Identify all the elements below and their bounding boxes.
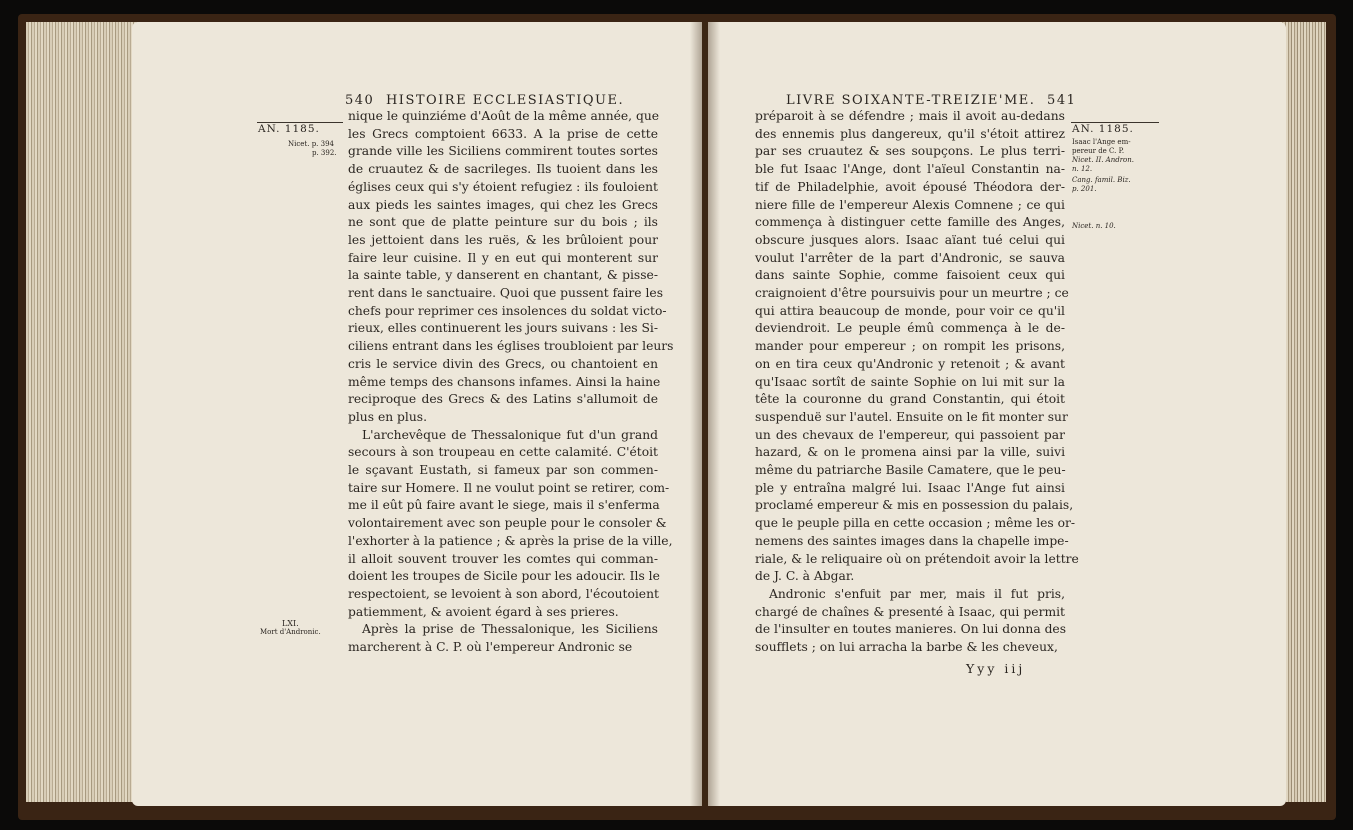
text-line: tif de Philadelphie, avoit épousé Théodora der- — [755, 179, 1065, 194]
right-margin-note-1: Isaac l'Ange em- — [1072, 138, 1131, 146]
text-line: même du patriarche Basile Camatere, que le peu- — [755, 463, 1066, 478]
text-line: préparoit à se défendre ; mais il avoit au-dedans — [755, 109, 1065, 123]
text-line: commença à distinguer cette famille des Anges, — [755, 215, 1065, 230]
text-line: ciliens entrant dans les églises troubloient par leurs — [348, 339, 674, 354]
text-line: aux pieds les saintes images, qui chez les Grecs — [348, 197, 658, 212]
text-line: le sçavant Eustath, si fameux par son commen- — [348, 463, 658, 478]
text-line: de l'insulter en toutes manieres. On lui donna des — [755, 622, 1067, 637]
text-line: secours à son troupeau en cette calamité. C'étoit — [348, 445, 658, 460]
text-line: Andronic s'enfuit par mer, mais il fut pris, — [769, 586, 1065, 601]
left-page-number: 540 — [345, 93, 375, 108]
right-margin-notes — [1072, 125, 1134, 231]
left-margin-year: AN. 1185. — [258, 123, 320, 135]
text-line: plus en plus. — [348, 409, 427, 424]
text-line: taire sur Homere. Il ne voulut point se retirer, com- — [348, 480, 670, 495]
text-line: rent dans le sanctuaire. Quoi que pussent faire les — [348, 286, 664, 301]
right-margin-note-6: p. 201. — [1072, 185, 1097, 193]
right-page-number: 541 — [1047, 93, 1077, 108]
text-line: volontairement avec son peuple pour le consoler & — [348, 516, 667, 531]
text-line: ne sont que de platte peinture sur du bois ; ils — [348, 215, 658, 230]
right-margin-note-2: pereur de C. P. — [1072, 147, 1125, 155]
text-line: la sainte table, y danserent en chantant, & pisse- — [348, 268, 658, 283]
right-margin-note-3: Nicet. II. Andron. — [1072, 156, 1135, 164]
left-page-edges — [26, 22, 138, 802]
left-margin-ref-2: p. 392. — [312, 149, 337, 157]
text-line: de J. C. à Abgar. — [755, 569, 855, 584]
text-line: ble fut Isaac l'Ange, dont l'aïeul Constantin na- — [755, 162, 1065, 177]
left-margin-notes — [258, 125, 337, 158]
text-line: doient les troupes de Sicile pour les adoucir. Ils le — [348, 569, 660, 584]
text-line: mander pour empereur ; on rompit les prisons, — [755, 339, 1065, 354]
text-line: faire leur cuisine. Il y en eut qui monterent sur — [348, 250, 658, 265]
text-line: respectoient, se levoient à son abord, l'écoutoient — [348, 586, 659, 601]
left-body-text — [348, 108, 674, 657]
text-line: qui attira beaucoup de monde, pour voir ce qu'il — [755, 303, 1065, 318]
text-line: les jettoient dans les ruës, & les brûloient pour — [348, 232, 658, 247]
text-line: proclamé empereur & mis en possession du palais, — [755, 498, 1074, 513]
text-line: on en tira ceux qu'Andronic y retenoit ; & avant — [755, 356, 1065, 371]
text-line: par ses cruautez & ses soupçons. Le plus terri- — [755, 144, 1065, 159]
text-line: rieux, elles continuerent les jours suivans : les Si- — [348, 321, 658, 336]
right-running-head — [786, 93, 1076, 108]
text-line: chargé de chaînes & presenté à Isaac, qui permit — [755, 604, 1065, 619]
text-line: obscure jusques alors. Isaac aïant tué celui qui — [755, 232, 1065, 247]
text-line: patiemment, & avoient égard à ses prieres. — [348, 604, 619, 619]
text-line: suspenduë sur l'autel. Ensuite on le fit monter sur — [755, 409, 1068, 424]
text-line: dans sainte Sophie, comme faisoient ceux qui — [755, 268, 1065, 283]
right-body-text — [755, 108, 1079, 657]
right-margin-note-5: Cang. famil. Biz. — [1072, 176, 1131, 184]
left-running-title: HISTOIRE ECCLESIASTIQUE. — [385, 93, 625, 108]
left-margin-section-number: LXI. — [281, 619, 299, 628]
text-line: hazard, & on le promena ainsi par la ville, suivi — [755, 445, 1065, 460]
text-line: reciproque des Grecs & des Latins s'allumoit de — [348, 392, 658, 407]
signature-mark: Yyy iij — [966, 661, 1026, 676]
book-gutter — [690, 22, 720, 806]
text-line: un des chevaux de l'empereur, qui passoient par — [755, 427, 1065, 442]
text-line: l'exhorter à la patience ; & après la prise de la ville, — [348, 533, 673, 548]
text-line: nemens des saintes images dans la chapelle impe- — [755, 533, 1069, 548]
text-line: il alloit souvent trouver les comtes qui comman- — [348, 551, 658, 566]
text-line: craignoient d'être poursuivis pour un meurtre ; ce — [755, 286, 1069, 301]
text-line: des ennemis plus dangereux, qu'il s'étoit attirez — [755, 126, 1065, 141]
text-line: de cruautez & de sacrileges. Ils tuoient dans les — [348, 162, 658, 177]
text-line: soufflets ; on lui arracha la barbe & les cheveux, — [755, 640, 1058, 655]
right-margin-note-4: n. 12. — [1072, 165, 1093, 173]
text-line: tête la couronne du grand Constantin, qui étoit — [755, 392, 1065, 407]
text-line: les Grecs comptoient 6633. A la prise de cette — [348, 126, 658, 141]
text-line: nique le quinziéme d'Août de la même année, que — [348, 109, 660, 123]
left-margin-section-title: Mort d'Andronic. — [260, 628, 321, 636]
text-line: grande ville les Siciliens commirent toutes sortes — [348, 144, 658, 159]
text-line: qu'Isaac sortît de sainte Sophie on lui mit sur la — [755, 374, 1065, 389]
text-line: ple y entraîna malgré lui. Isaac l'Ange fut ainsi — [755, 480, 1065, 495]
left-running-head — [345, 93, 624, 108]
left-margin-ref-1: Nicet. p. 394 — [288, 140, 334, 148]
text-line: me il eût pû faire avant le siege, mais il s'enferma — [348, 498, 660, 513]
text-line: même temps des chansons infames. Ainsi la haine — [348, 374, 661, 389]
text-line: niere fille de l'empereur Alexis Comnene ; ce qui — [755, 197, 1065, 212]
right-running-title: LIVRE SOIXANTE-TREIZIE'ME. — [786, 93, 1036, 108]
text-line: L'archevêque de Thessalonique fut d'un grand — [362, 427, 658, 442]
text-line: églises ceux qui s'y étoient refugiez : ils fouloient — [348, 179, 658, 194]
left-margin-section — [260, 619, 321, 637]
text-line: Après la prise de Thessalonique, les Siciliens — [362, 622, 658, 637]
right-margin-note-7: Nicet. n. 10. — [1072, 222, 1116, 230]
text-line: marcherent à C. P. où l'empereur Andronic se — [348, 640, 633, 655]
right-margin-year: AN. 1185. — [1072, 123, 1134, 135]
text-line: deviendroit. Le peuple émû commença à le de- — [755, 321, 1065, 336]
text-line: que le peuple pilla en cette occasion ; même les or- — [755, 516, 1076, 531]
text-line: riale, & le reliquaire où on prétendoit avoir la lettre — [755, 551, 1079, 566]
text-line: cris le service divin des Grecs, ou chantoient en — [348, 356, 658, 371]
text-line: chefs pour reprimer ces insolences du soldat victo- — [348, 303, 667, 318]
right-page-edges — [1280, 22, 1326, 802]
text-line: voulut l'arrêter de la part d'Andronic, se sauva — [755, 250, 1065, 265]
